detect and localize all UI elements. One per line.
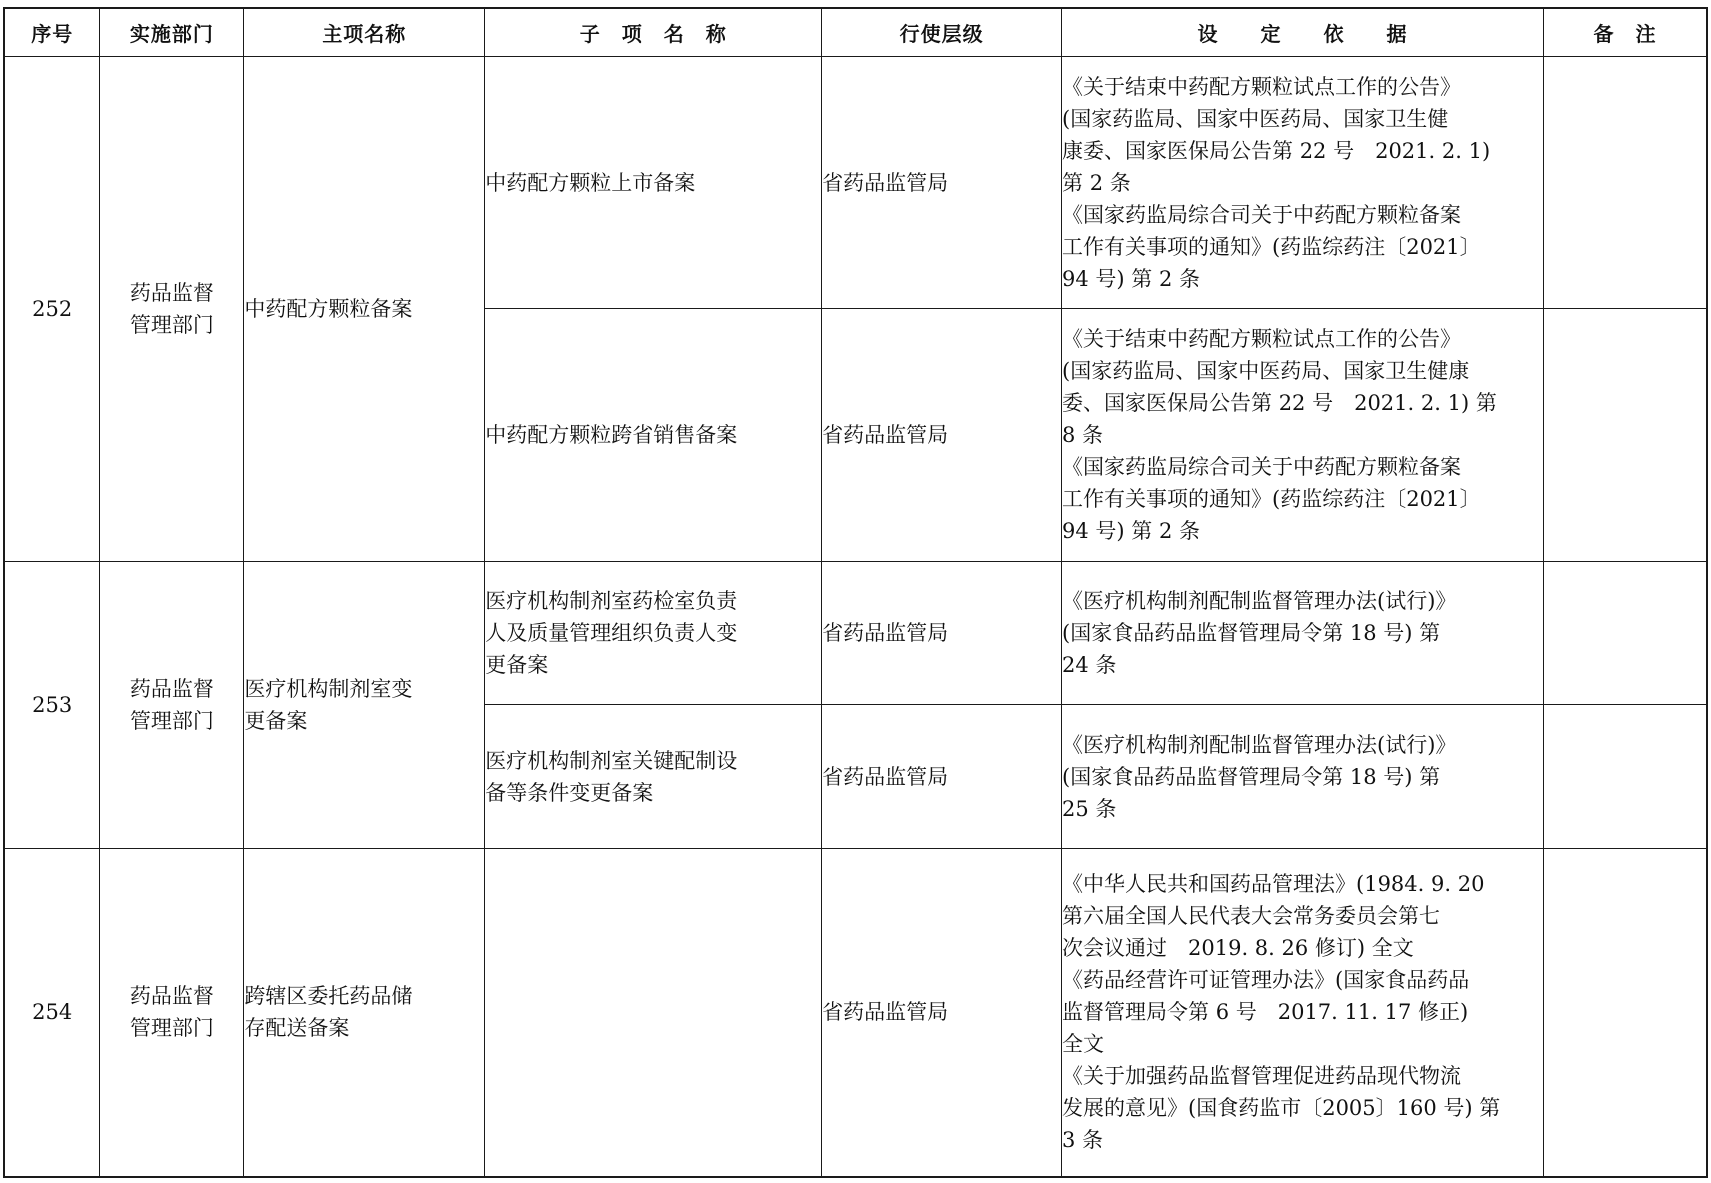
basis-line: 《关于结束中药配方颗粒试点工作的公告》 (1062, 327, 1462, 352)
dept-cell (100, 57, 244, 562)
basis-line: 94 号) 第 2 条 (1062, 519, 1200, 544)
dept-line: 药品监督 (129, 984, 214, 1009)
sub-name-cell (485, 561, 822, 705)
dept-line: 管理部门 (129, 708, 214, 733)
basis-cell (1062, 705, 1544, 849)
basis-line: 8 条 (1062, 423, 1104, 448)
note-cell (1543, 705, 1707, 849)
basis-line: 委、国家医保局公告第 22 号 2021. 2. 1) 第 (1062, 391, 1497, 416)
note-cell (1543, 57, 1707, 309)
basis-line: 康委、国家医保局公告第 22 号 2021. 2. 1) (1062, 138, 1491, 163)
dept-line: 药品监督 (129, 280, 214, 305)
basis-line: 《关于结束中药配方颗粒试点工作的公告》 (1062, 74, 1462, 99)
sub-name-line: 医疗机构制剂室关键配制设 (485, 748, 738, 773)
basis-line: 发展的意见》(国食药监市〔2005〕160 号) 第 (1062, 1096, 1501, 1121)
basis-line: 《医疗机构制剂配制监督管理办法(试行)》 (1062, 589, 1457, 614)
basis-line: 工作有关事项的通知》(药监综药注〔2021〕 (1062, 234, 1481, 259)
basis-line: 《关于加强药品监督管理促进药品现代物流 (1062, 1064, 1462, 1089)
seq-cell: 253 (4, 561, 100, 848)
header-row (4, 8, 1707, 57)
level-cell: 省药品监管局 (822, 561, 1062, 705)
sub-name-line: 人及质量管理组织负责人变 (485, 621, 738, 646)
basis-line: 《中华人民共和国药品管理法》(1984. 9. 20 (1062, 872, 1485, 897)
sub-name-cell (485, 848, 822, 1177)
dept-cell (100, 561, 244, 848)
header-basis: 设 定 依 据 (1062, 8, 1544, 57)
basis-line: 第 2 条 (1062, 170, 1131, 195)
main-line: 存配送备案 (244, 1016, 350, 1041)
basis-line: 次会议通过 2019. 8. 26 修订) 全文 (1062, 936, 1414, 961)
dept-line: 管理部门 (129, 1016, 214, 1041)
dept-line: 药品监督 (129, 676, 214, 701)
header-dept: 实施部门 (100, 8, 244, 57)
basis-line: 24 条 (1062, 653, 1117, 678)
basis-line: 第六届全国人民代表大会常务委员会第七 (1062, 904, 1441, 929)
main-cell (244, 561, 485, 848)
basis-cell (1062, 561, 1544, 705)
basis-line: 94 号) 第 2 条 (1062, 266, 1200, 291)
main-line: 更备案 (244, 708, 308, 733)
note-cell (1543, 561, 1707, 705)
table-row (4, 848, 1707, 1177)
sub-name-line: 更备案 (485, 653, 549, 678)
seq-cell: 252 (4, 57, 100, 562)
basis-line: 监督管理局令第 6 号 2017. 11. 17 修正) (1062, 1000, 1469, 1025)
sub-name-line: 中药配方颗粒跨省销售备案 (485, 423, 738, 448)
header-main: 主项名称 (244, 8, 485, 57)
level-cell: 省药品监管局 (822, 705, 1062, 849)
basis-line: 25 条 (1062, 796, 1117, 821)
note-cell (1543, 309, 1707, 561)
sub-name-line: 医疗机构制剂室药检室负责 (485, 589, 738, 614)
sub-name-cell (485, 309, 822, 561)
sub-name-line: 备等条件变更备案 (485, 780, 654, 805)
filing-items-table (3, 7, 1708, 1178)
table-row (4, 57, 1707, 309)
header-level: 行使层级 (822, 8, 1062, 57)
header-note: 备 注 (1543, 8, 1707, 57)
main-cell: 中药配方颗粒备案 (244, 57, 485, 562)
basis-line: 《医疗机构制剂配制监督管理办法(试行)》 (1062, 732, 1457, 757)
table-row (4, 561, 1707, 705)
dept-line: 管理部门 (129, 312, 214, 337)
basis-line: (国家食品药品监督管理局令第 18 号) 第 (1062, 764, 1441, 789)
basis-line: 工作有关事项的通知》(药监综药注〔2021〕 (1062, 487, 1481, 512)
main-line: 跨辖区委托药品储 (244, 984, 413, 1009)
basis-line: (国家药监局、国家中医药局、国家卫生健康 (1062, 359, 1470, 384)
main-cell (244, 848, 485, 1177)
basis-cell (1062, 57, 1544, 309)
level-cell: 省药品监管局 (822, 57, 1062, 309)
note-cell (1543, 848, 1707, 1177)
level-cell: 省药品监管局 (822, 848, 1062, 1177)
sub-name-cell (485, 705, 822, 849)
basis-line: (国家药监局、国家中医药局、国家卫生健 (1062, 106, 1449, 131)
header-sub: 子 项 名 称 (485, 8, 822, 57)
dept-cell (100, 848, 244, 1177)
basis-line: 3 条 (1062, 1128, 1104, 1153)
sub-name-line: 中药配方颗粒上市备案 (485, 170, 696, 195)
level-cell: 省药品监管局 (822, 309, 1062, 561)
seq-cell: 254 (4, 848, 100, 1177)
basis-line: 《国家药监局综合司关于中药配方颗粒备案 (1062, 202, 1462, 227)
sub-name-cell (485, 57, 822, 309)
basis-cell (1062, 848, 1544, 1177)
basis-line: 全文 (1062, 1032, 1105, 1057)
basis-line: 《国家药监局综合司关于中药配方颗粒备案 (1062, 455, 1462, 480)
basis-cell (1062, 309, 1544, 561)
main-line: 医疗机构制剂室变 (244, 676, 413, 701)
basis-line: 《药品经营许可证管理办法》(国家食品药品 (1062, 968, 1470, 993)
header-seq: 序号 (4, 8, 100, 57)
basis-line: (国家食品药品监督管理局令第 18 号) 第 (1062, 621, 1441, 646)
